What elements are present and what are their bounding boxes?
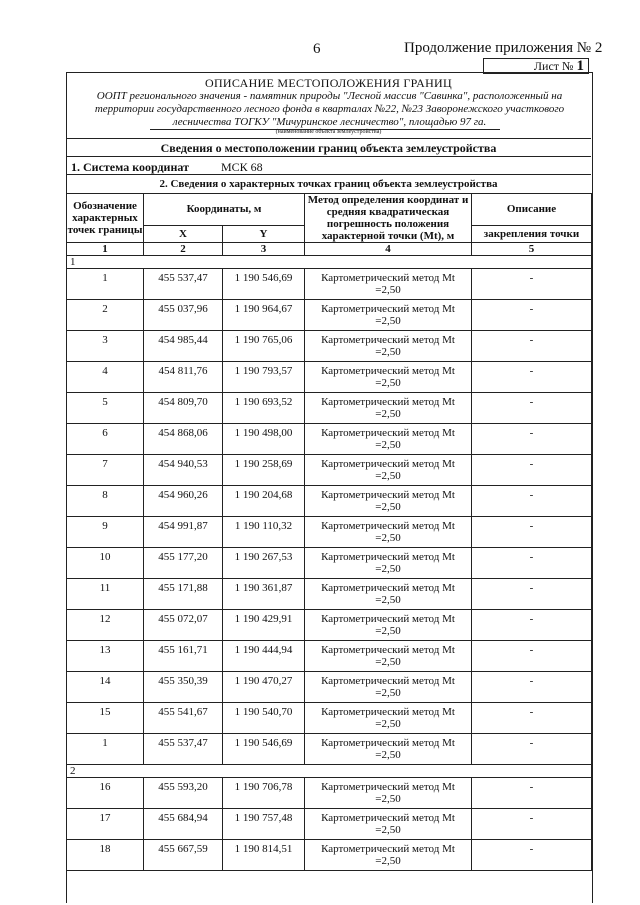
- col-y-header: Y: [223, 225, 305, 242]
- col-description-header-top: Описание: [472, 194, 592, 226]
- method-accuracy: =2,50: [375, 563, 401, 575]
- description-cell: -: [472, 486, 592, 517]
- method-cell: [305, 517, 472, 548]
- table-row: [67, 300, 592, 331]
- y-coordinate-cell: 1 190 757,48: [223, 809, 305, 840]
- appendix-continuation: Продолжение приложения № 2: [404, 40, 603, 56]
- y-coordinate-cell: 1 190 498,00: [223, 424, 305, 455]
- method-text: Картометрический метод Mt: [321, 458, 455, 470]
- table-row: [67, 672, 592, 703]
- method-cell: [305, 840, 472, 871]
- y-coordinate-cell: 1 190 267,53: [223, 548, 305, 579]
- table-row: [67, 734, 592, 765]
- coord-system-value: МСК 68: [221, 160, 263, 174]
- method-text: Картометрический метод Mt: [321, 644, 455, 656]
- description-cell: -: [472, 300, 592, 331]
- point-number-cell: 15: [67, 703, 144, 734]
- point-number-cell: 2: [67, 300, 144, 331]
- method-cell: [305, 778, 472, 809]
- col-number: 5: [472, 243, 592, 256]
- point-number-cell: 5: [67, 393, 144, 424]
- method-text: Картометрический метод Mt: [321, 843, 455, 855]
- x-coordinate-cell: 455 537,47: [144, 269, 223, 300]
- y-coordinate-cell: 1 190 540,70: [223, 703, 305, 734]
- y-coordinate-cell: 1 190 110,32: [223, 517, 305, 548]
- method-accuracy: =2,50: [375, 346, 401, 358]
- method-accuracy: =2,50: [375, 687, 401, 699]
- y-coordinate-cell: 1 190 204,68: [223, 486, 305, 517]
- table-row: [67, 840, 592, 871]
- method-text: Картометрический метод Mt: [321, 396, 455, 408]
- section-title-rule: [66, 156, 591, 157]
- method-text: Картометрический метод Mt: [321, 365, 455, 377]
- table-body: [67, 256, 592, 871]
- method-text: Картометрический метод Mt: [321, 489, 455, 501]
- table-row: [67, 331, 592, 362]
- y-coordinate-cell: 1 190 361,87: [223, 579, 305, 610]
- col-coordinates-header: Координаты, м: [144, 194, 305, 226]
- col-number: 3: [223, 243, 305, 256]
- point-number-cell: 7: [67, 455, 144, 486]
- col-number: 2: [144, 243, 223, 256]
- method-cell: [305, 809, 472, 840]
- method-accuracy: =2,50: [375, 793, 401, 805]
- table-row: [67, 269, 592, 300]
- contour-label: 2: [67, 765, 592, 778]
- table-row: [67, 424, 592, 455]
- y-coordinate-cell: 1 190 765,06: [223, 331, 305, 362]
- table-row: [67, 517, 592, 548]
- x-coordinate-cell: 455 541,67: [144, 703, 223, 734]
- x-coordinate-cell: 455 177,20: [144, 548, 223, 579]
- method-cell: [305, 331, 472, 362]
- method-cell: [305, 362, 472, 393]
- boundary-points-table: [66, 193, 592, 871]
- description-cell: -: [472, 641, 592, 672]
- method-accuracy: =2,50: [375, 718, 401, 730]
- table-row: [67, 486, 592, 517]
- method-cell: [305, 548, 472, 579]
- method-accuracy: =2,50: [375, 656, 401, 668]
- section-divider: [66, 138, 591, 139]
- contour-group-row: [67, 256, 592, 269]
- description-cell: -: [472, 331, 592, 362]
- point-number-cell: 9: [67, 517, 144, 548]
- description-cell: -: [472, 703, 592, 734]
- description-cell: -: [472, 809, 592, 840]
- x-coordinate-cell: 455 171,88: [144, 579, 223, 610]
- page-number: 6: [313, 41, 321, 57]
- method-cell: [305, 672, 472, 703]
- point-number-cell: 10: [67, 548, 144, 579]
- sheet-label: Лист №: [533, 59, 574, 73]
- point-number-cell: 12: [67, 610, 144, 641]
- point-number-cell: 14: [67, 672, 144, 703]
- method-accuracy: =2,50: [375, 625, 401, 637]
- method-cell: [305, 424, 472, 455]
- description-cell: -: [472, 840, 592, 871]
- method-text: Картометрический метод Mt: [321, 812, 455, 824]
- description-title: ОПИСАНИЕ МЕСТОПОЛОЖЕНИЯ ГРАНИЦ: [205, 76, 452, 90]
- point-number-cell: 3: [67, 331, 144, 362]
- method-accuracy: =2,50: [375, 501, 401, 513]
- method-accuracy: =2,50: [375, 408, 401, 420]
- method-accuracy: =2,50: [375, 284, 401, 296]
- table-row: [67, 362, 592, 393]
- description-caption: (наименование объекта землеустройства): [275, 129, 382, 135]
- x-coordinate-cell: 454 940,53: [144, 455, 223, 486]
- table-row: [67, 548, 592, 579]
- table-row: [67, 703, 592, 734]
- method-text: Картометрический метод Mt: [321, 613, 455, 625]
- description-cell: -: [472, 548, 592, 579]
- y-coordinate-cell: 1 190 964,67: [223, 300, 305, 331]
- method-text: Картометрический метод Mt: [321, 551, 455, 563]
- coord-system-label: 1. Система координат: [71, 160, 189, 174]
- description-line-3: лесничества ТОГКУ "Мичуринское лесничество", площадью 97 га.: [172, 116, 487, 128]
- y-coordinate-cell: 1 190 793,57: [223, 362, 305, 393]
- method-cell: [305, 641, 472, 672]
- y-coordinate-cell: 1 190 429,91: [223, 610, 305, 641]
- point-number-cell: 1: [67, 734, 144, 765]
- y-coordinate-cell: 1 190 693,52: [223, 393, 305, 424]
- method-text: Картометрический метод Mt: [321, 334, 455, 346]
- y-coordinate-cell: 1 190 706,78: [223, 778, 305, 809]
- description-cell: -: [472, 778, 592, 809]
- method-cell: [305, 579, 472, 610]
- method-cell: [305, 734, 472, 765]
- description-cell: -: [472, 424, 592, 455]
- x-coordinate-cell: 455 537,47: [144, 734, 223, 765]
- col-number: 1: [67, 243, 144, 256]
- description-cell: -: [472, 362, 592, 393]
- x-coordinate-cell: 454 868,06: [144, 424, 223, 455]
- sheet-number: 1: [576, 58, 584, 74]
- method-cell: [305, 300, 472, 331]
- x-coordinate-cell: 455 350,39: [144, 672, 223, 703]
- point-number-cell: 1: [67, 269, 144, 300]
- point-number-cell: 16: [67, 778, 144, 809]
- y-coordinate-cell: 1 190 258,69: [223, 455, 305, 486]
- description-body: [72, 90, 587, 129]
- table-row: [67, 455, 592, 486]
- method-text: Картометрический метод Mt: [321, 520, 455, 532]
- table-row: [67, 641, 592, 672]
- contour-label: 1: [67, 256, 592, 269]
- table-row: [67, 393, 592, 424]
- y-coordinate-cell: 1 190 444,94: [223, 641, 305, 672]
- col-number: 4: [305, 243, 472, 256]
- col-method-header: Метод определения координат и средняя квадратическая погрешность положения характерной точки (Mt), м: [305, 194, 472, 243]
- method-cell: [305, 455, 472, 486]
- point-number-cell: 8: [67, 486, 144, 517]
- method-cell: [305, 610, 472, 641]
- method-text: Картометрический метод Mt: [321, 675, 455, 687]
- y-coordinate-cell: 1 190 546,69: [223, 734, 305, 765]
- x-coordinate-cell: 454 991,87: [144, 517, 223, 548]
- method-accuracy: =2,50: [375, 470, 401, 482]
- x-coordinate-cell: 454 960,26: [144, 486, 223, 517]
- x-coordinate-cell: 454 809,70: [144, 393, 223, 424]
- method-cell: [305, 703, 472, 734]
- x-coordinate-cell: 455 684,94: [144, 809, 223, 840]
- point-number-cell: 17: [67, 809, 144, 840]
- method-accuracy: =2,50: [375, 377, 401, 389]
- contour-group-row: [67, 765, 592, 778]
- description-cell: -: [472, 269, 592, 300]
- description-cell: -: [472, 734, 592, 765]
- method-accuracy: =2,50: [375, 439, 401, 451]
- section-title: Сведения о местоположении границ объекта землеустройства: [160, 141, 497, 155]
- method-accuracy: =2,50: [375, 594, 401, 606]
- description-cell: -: [472, 455, 592, 486]
- description-cell: -: [472, 517, 592, 548]
- method-cell: [305, 393, 472, 424]
- x-coordinate-cell: 455 072,07: [144, 610, 223, 641]
- table-row: [67, 809, 592, 840]
- table-row: [67, 778, 592, 809]
- x-coordinate-cell: 455 161,71: [144, 641, 223, 672]
- x-coordinate-cell: 454 811,76: [144, 362, 223, 393]
- y-coordinate-cell: 1 190 814,51: [223, 840, 305, 871]
- method-text: Картометрический метод Mt: [321, 706, 455, 718]
- col-description-header-bottom: закрепления точки: [472, 225, 592, 242]
- method-text: Картометрический метод Mt: [321, 303, 455, 315]
- method-cell: [305, 486, 472, 517]
- table-row: [67, 610, 592, 641]
- table-row: [67, 579, 592, 610]
- point-number-cell: 11: [67, 579, 144, 610]
- method-accuracy: =2,50: [375, 315, 401, 327]
- point-number-cell: 13: [67, 641, 144, 672]
- method-text: Картометрический метод Mt: [321, 582, 455, 594]
- description-cell: -: [472, 393, 592, 424]
- points-section-title: 2. Сведения о характерных точках границ объекта землеустройства: [159, 178, 498, 190]
- coord-system-rule: [66, 174, 591, 175]
- x-coordinate-cell: 455 037,96: [144, 300, 223, 331]
- description-cell: -: [472, 610, 592, 641]
- point-number-cell: 18: [67, 840, 144, 871]
- method-accuracy: =2,50: [375, 855, 401, 867]
- description-line-1: ООПТ регионального значения - памятник природы "Лесной массив "Савинка", расположенный на: [96, 90, 563, 102]
- y-coordinate-cell: 1 190 470,27: [223, 672, 305, 703]
- x-coordinate-cell: 455 593,20: [144, 778, 223, 809]
- method-cell: [305, 269, 472, 300]
- method-text: Картометрический метод Mt: [321, 737, 455, 749]
- description-cell: -: [472, 672, 592, 703]
- description-line-2: территории государственного лесного фонда в кварталах №22, №23 Заворонежского участкового: [94, 103, 565, 115]
- description-cell: -: [472, 579, 592, 610]
- point-number-cell: 4: [67, 362, 144, 393]
- method-accuracy: =2,50: [375, 532, 401, 544]
- x-coordinate-cell: 454 985,44: [144, 331, 223, 362]
- y-coordinate-cell: 1 190 546,69: [223, 269, 305, 300]
- method-text: Картометрический метод Mt: [321, 781, 455, 793]
- method-accuracy: =2,50: [375, 824, 401, 836]
- method-text: Картометрический метод Mt: [321, 427, 455, 439]
- x-coordinate-cell: 455 667,59: [144, 840, 223, 871]
- col-point-designation-header: Обозначение характерных точек границы: [67, 194, 144, 243]
- point-number-cell: 6: [67, 424, 144, 455]
- method-accuracy: =2,50: [375, 749, 401, 761]
- method-text: Картометрический метод Mt: [321, 272, 455, 284]
- col-x-header: X: [144, 225, 223, 242]
